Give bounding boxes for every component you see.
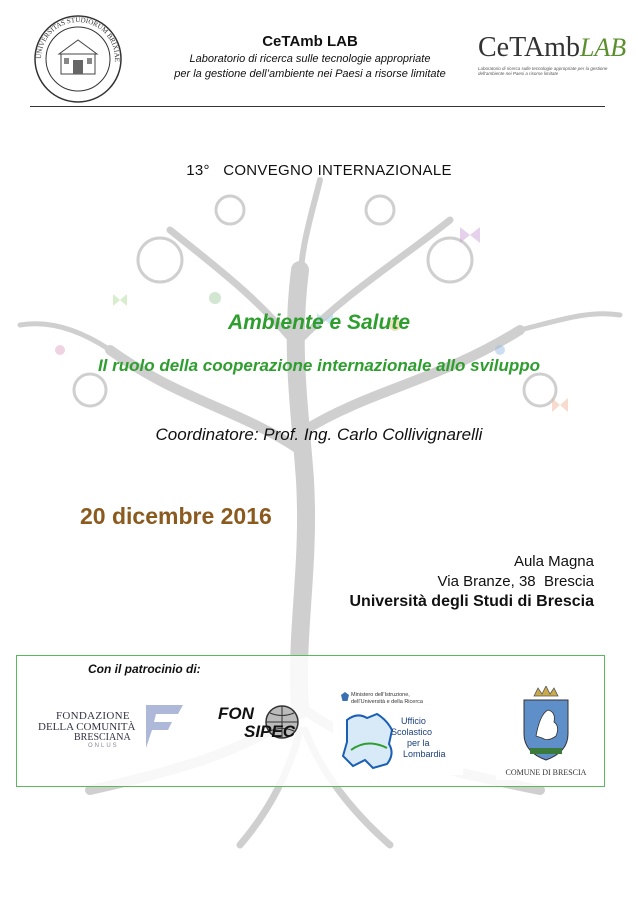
venue-hall: Aula Magna: [513, 553, 594, 570]
ufficio-scolastico-logo: [333, 690, 463, 775]
comune-brescia-logo: [496, 684, 596, 780]
tree-swirl: [524, 374, 556, 406]
tree-swirl: [366, 196, 394, 224]
emblem-icon: [341, 692, 349, 701]
ministero-line1: Ministero dell'Istruzione,: [351, 692, 410, 698]
tree-branch: [300, 180, 320, 290]
butterfly-icon: [113, 294, 127, 306]
leaf-icon: [495, 345, 505, 355]
ministero-line2: dell'Università e della Ricerca: [351, 699, 423, 705]
fondazione-f-icon: [138, 700, 188, 750]
leaf-icon: [55, 345, 65, 355]
event-title: Ambiente e Salute: [227, 311, 411, 334]
event-date: 20 dicembre 2016: [80, 503, 272, 529]
ufficio-line2: Scolastico: [391, 727, 433, 737]
lab-description-line2: per la gestione dell’ambiente nei Paesi a risorse limitate: [174, 68, 446, 80]
comune-label: COMUNE DI BRESCIA: [505, 768, 587, 777]
comune-crest-icon: [518, 686, 574, 764]
header-divider: [30, 106, 605, 107]
fondazione-line3: BRESCIANA: [74, 732, 131, 743]
event-subtitle: Il ruolo della cooperazione internazionale allo sviluppo: [97, 356, 541, 375]
ufficio-line4: Lombardia: [403, 749, 446, 759]
tree-swirl: [216, 196, 244, 224]
coordinator: Coordinatore: Prof. Ing. Carlo Collivignarelli: [155, 425, 483, 444]
fondazione-line1: FONDAZIONE: [56, 710, 130, 722]
cetamb-logo-lab: LAB: [579, 33, 627, 62]
leaf-icon: [209, 292, 221, 304]
svg-text:UNIVERSITAS STUDIORUM BRIXIAE: UNIVERSITAS STUDIORUM BRIXIAE: [34, 15, 122, 63]
fondazione-comunita-logo: [38, 700, 188, 755]
tree-swirl: [428, 238, 472, 282]
cetamb-logo-tagline: Laboratorio di ricerca sulle tecnologie appropriate per la gestione dell'ambiente nei Paesi a risorse limitate: [478, 66, 608, 76]
tree-swirl: [74, 374, 106, 406]
convegno-heading: 13° CONVEGNO INTERNAZIONALE: [186, 162, 452, 179]
ufficio-line3: per la: [407, 738, 430, 748]
fondazione-line4: ONLUS: [88, 743, 119, 749]
lab-name: CeTAmb LAB: [262, 33, 358, 50]
butterfly-icon: [552, 398, 568, 412]
university-seal-logo: [33, 14, 123, 104]
venue-university: Università degli Studi di Brescia: [349, 593, 594, 610]
tree-branch: [305, 330, 520, 430]
cetamb-logo-text: CeTAmb: [478, 32, 580, 63]
fondazione-line2: DELLA COMUNITÀ: [38, 721, 136, 733]
fonsipec-text-b: SIPEC: [244, 722, 296, 741]
tree-swirl: [138, 238, 182, 282]
patronage-label: Con il patrocinio di:: [88, 662, 201, 676]
fonsipec-logo: [216, 702, 306, 747]
venue-street: Via Branze, 38 Brescia: [437, 573, 594, 590]
lab-description-line1: Laboratorio di ricerca sulle tecnologie appropriate: [189, 53, 431, 65]
ufficio-line1: Ufficio: [401, 716, 426, 726]
lombardia-map-icon: [337, 710, 399, 770]
cetamb-lab-logo: [478, 32, 626, 64]
fonsipec-text-a: FON: [218, 704, 254, 723]
